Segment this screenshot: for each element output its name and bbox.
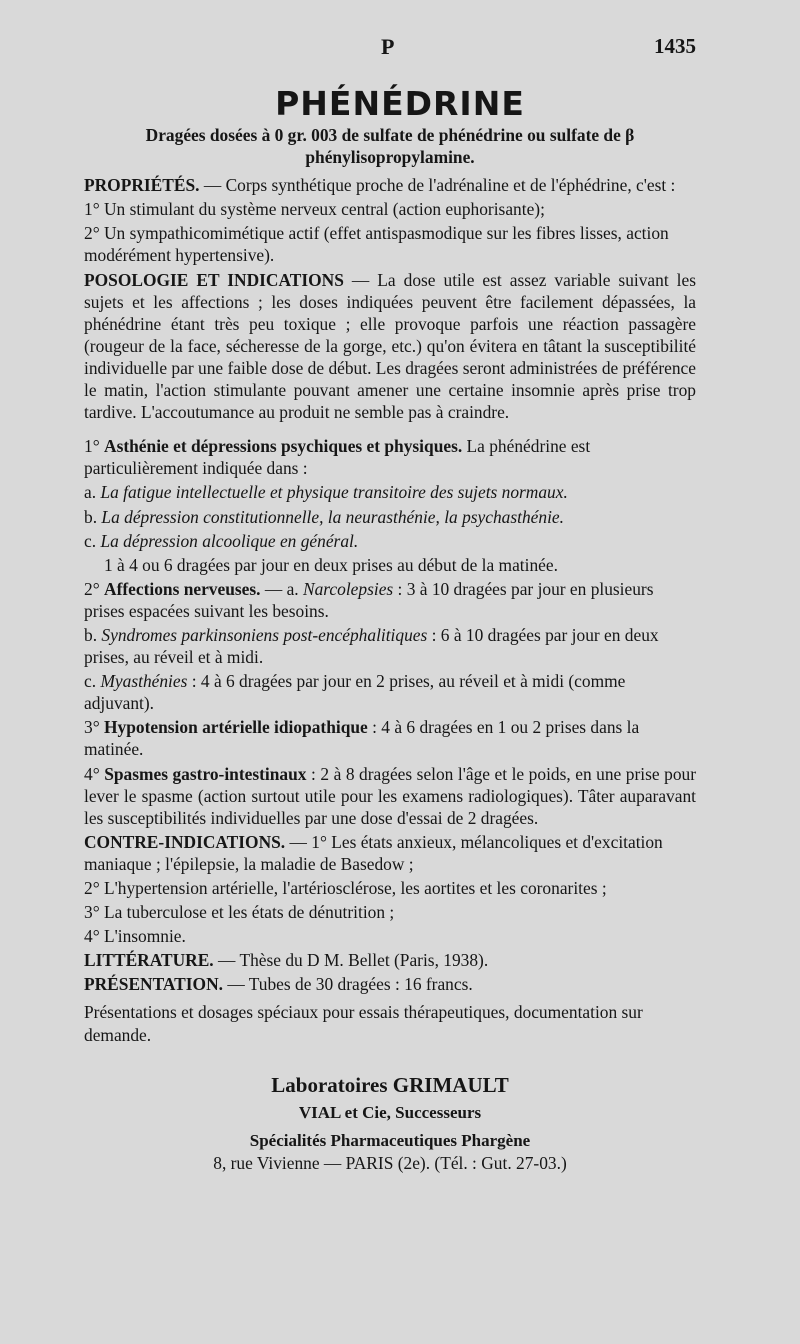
indication-2a-term: Narcolepsies — [303, 578, 394, 599]
indication-1a-text: La fatigue intellectuelle et physique transitoire des sujets normaux. — [100, 482, 568, 503]
indication-1b-text: La dépression constitutionnelle, la neurasthénie, la psychasthénie. — [101, 506, 564, 527]
indication-3-label: Hypotension artérielle idiopathique — [104, 717, 368, 738]
indication-1b-letter: b. — [84, 506, 98, 527]
indication-2c-term: Myasthénies — [100, 671, 188, 692]
indication-3-text: : 4 à 6 dragées en 1 ou 2 prises dans la matinée. — [84, 717, 640, 760]
presentation-text: — Tubes de 30 dragées : 16 francs. — [223, 974, 473, 995]
proprietes-item-1: 1° Un stimulant du système nerveux central (action euphorisante); — [84, 199, 545, 220]
indication-1-label: Asthénie et dépressions psychiques et physiques. — [104, 436, 463, 457]
indication-1c — [84, 530, 696, 552]
indication-1a — [84, 481, 696, 503]
contre-item-4: 4° L'insomnie. — [84, 926, 186, 947]
indication-4-text: : 2 à 8 dragées selon l'âge et le poids, en une prise pour lever le spasme (action surtout utile pour les examens radiologiques). Tâter auparavant les susceptibilités individuelles par une dose d'essai de 2 dragées. — [84, 763, 697, 828]
indication-2b-term: Syndromes parkinsoniens post-encéphalitiques — [101, 624, 428, 645]
running-header — [0, 34, 800, 62]
litterature-paragraph — [84, 949, 696, 971]
indication-2b — [84, 624, 696, 668]
product-subtitle: Dragées dosées à 0 gr. 003 de sulfate de phénédrine ou sulfate de β phénylisopropylamine. — [145, 125, 635, 168]
indication-2a-prefix: — a. — [260, 578, 304, 599]
indication-2c-letter: c. — [84, 671, 97, 692]
presentation-paragraph — [84, 973, 696, 995]
lab-address: 8, rue Vivienne — PARIS (2e). (Tél. : Gut. 27-03.) — [213, 1152, 567, 1173]
contre-heading: CONTRE-INDICATIONS. — [84, 831, 286, 852]
indication-4 — [84, 763, 696, 829]
monograph-body — [84, 124, 696, 1174]
indication-2c-text: : 4 à 6 dragées par jour en 2 prises, au réveil et à midi (comme adjuvant). — [84, 671, 626, 714]
indication-2b-text: : 6 à 10 dragées par jour en deux prises, au réveil et à midi. — [84, 624, 659, 668]
indication-2c — [84, 670, 696, 714]
presentation-heading: PRÉSENTATION. — [84, 974, 223, 995]
indication-1-text: La phénédrine est particulièrement indiquée dans : — [84, 436, 591, 479]
section-letter: P — [381, 34, 395, 59]
lab-name: Laboratoires GRIMAULT — [271, 1072, 509, 1097]
indication-1-num: 1° — [84, 436, 100, 457]
contre-item-3: 3° La tuberculose et les états de dénutrition ; — [84, 902, 395, 923]
indication-1-dose: 1 à 4 ou 6 dragées par jour en deux prises au début de la matinée. — [104, 554, 558, 575]
indication-2-label: Affections nerveuses. — [104, 578, 261, 599]
posologie-heading: POSOLOGIE ET INDICATIONS — [84, 269, 344, 290]
posologie-paragraph — [84, 269, 696, 424]
indication-1b — [84, 506, 696, 528]
indication-4-num: 4° — [84, 763, 100, 784]
indication-3 — [84, 716, 696, 760]
indication-1c-letter: c. — [84, 530, 97, 551]
indication-2a-text: : 3 à 10 dragées par jour en plusieurs prises espacées suivant les besoins. — [84, 578, 654, 621]
indication-2-num: 2° — [84, 578, 100, 599]
indication-1 — [84, 435, 696, 479]
proprietes-text: — Corps synthétique proche de l'adrénaline et de l'éphédrine, c'est : — [199, 175, 676, 196]
product-title: PHÉNÉDRINE — [275, 84, 525, 123]
proprietes-heading: PROPRIÉTÉS. — [84, 175, 200, 196]
lab-specialites: Spécialités Pharmaceutiques Phargène — [249, 1130, 531, 1150]
indication-3-num: 3° — [84, 717, 100, 738]
contre-text: — 1° Les états anxieux, mélancoliques et d'excitation maniaque ; l'épilepsie, la maladie de Basedow ; — [84, 831, 663, 874]
posologie-text: — La dose utile est assez variable suivant les sujets et les affections ; les doses indiquées peuvent être facilement dépassées, la phénédrine étant très peu toxique ; elle provoque parfois une réaction passagère (rougeur de la face, sécheresse de la gorge, etc.) qu'on évitera en tâtant la susceptibilité individuelle par une faible dose de début. Les dragées seront administrées de préférence le matin, l'action stimulante pouvant amener une certaine insomnie après prise trop tardive. L'accoutumance au produit ne semble pas à craindre. — [84, 269, 696, 423]
contre-paragraph — [84, 831, 696, 875]
litterature-heading: LITTÉRATURE. — [84, 950, 214, 971]
litterature-text: — Thèse du D M. Bellet (Paris, 1938). — [213, 950, 489, 971]
indication-1c-text: La dépression alcoolique en général. — [100, 530, 359, 551]
contre-item-2: 2° L'hypertension artérielle, l'artériosclérose, les aortites et les coronarites ; — [84, 878, 607, 898]
page-number: 1435 — [654, 34, 696, 58]
proprietes-paragraph — [84, 174, 696, 196]
indication-2 — [84, 578, 696, 622]
indication-2b-letter: b. — [84, 624, 98, 645]
indication-4-label: Spasmes gastro-intestinaux — [104, 763, 307, 784]
samples-note: Présentations et dosages spéciaux pour essais thérapeutiques, documentation sur demande. — [84, 1002, 643, 1045]
lab-successors: VIAL et Cie, Successeurs — [298, 1102, 482, 1122]
indication-1a-letter: a. — [84, 482, 97, 503]
proprietes-item-2: 2° Un sympathicomimétique actif (effet antispasmodique sur les fibres lisses, action modérément hypertensive). — [84, 223, 669, 266]
